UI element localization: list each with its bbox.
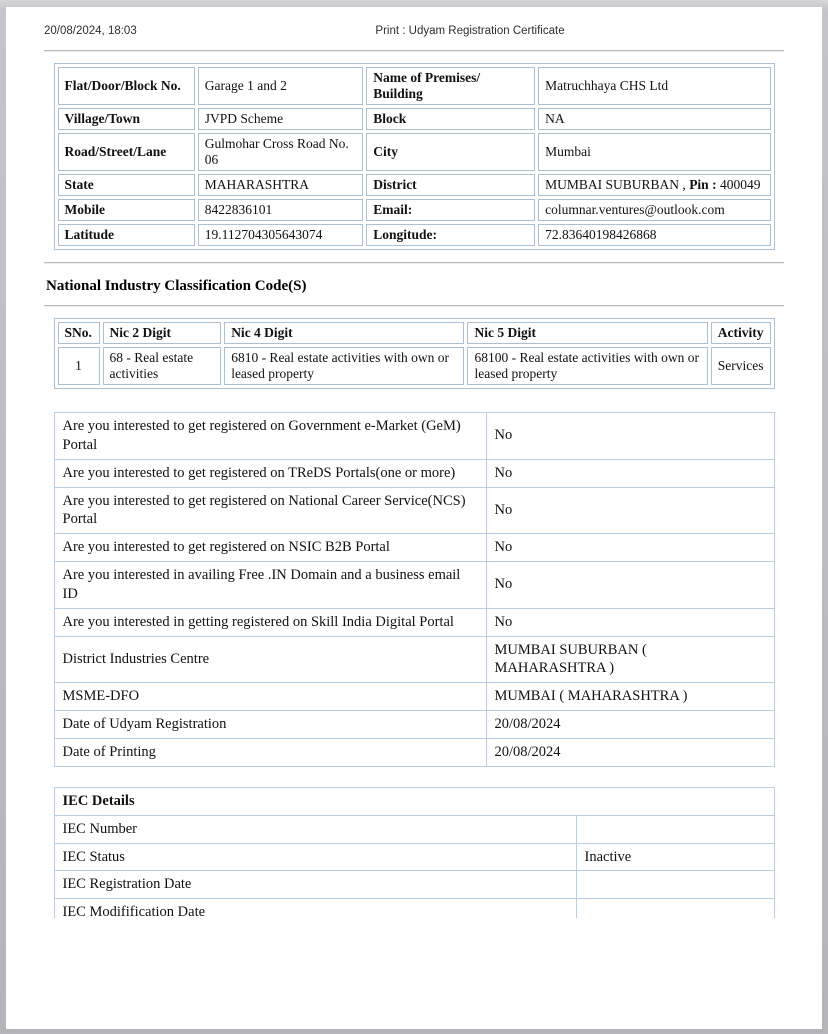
column-header: Nic 5 Digit — [467, 322, 707, 344]
table-row — [54, 683, 774, 711]
field-value: NA — [538, 108, 770, 130]
field-label: City — [366, 133, 535, 171]
pin-value: 400049 — [719, 177, 761, 192]
field-label: IEC Number — [54, 815, 576, 843]
table-row — [58, 224, 771, 246]
table-row — [54, 413, 774, 460]
question-label: Are you interested to get registered on TReDS Portals(one or more) — [54, 459, 486, 487]
nic-section-heading: National Industry Classification Code(S) — [46, 278, 307, 294]
field-label: Email: — [366, 199, 535, 221]
field-value: Inactive — [576, 843, 774, 871]
field-label: Mobile — [58, 199, 195, 221]
field-label: MSME-DFO — [54, 683, 486, 711]
table-row — [54, 562, 774, 609]
field-label: Date of Udyam Registration — [54, 711, 486, 739]
field-label: District Industries Centre — [54, 636, 486, 683]
field-value — [576, 815, 774, 843]
field-value: Garage 1 and 2 — [198, 67, 363, 105]
field-label: Block — [366, 108, 535, 130]
field-value: Mumbai — [538, 133, 770, 171]
table-row — [58, 133, 771, 171]
table-row — [54, 871, 774, 899]
cell-activity: Services — [711, 347, 771, 385]
question-answer: No — [486, 562, 774, 609]
table-row — [58, 347, 771, 385]
field-label: Longitude: — [366, 224, 535, 246]
nic-table — [54, 318, 775, 389]
table-row — [58, 108, 771, 130]
field-value: 8422836101 — [198, 199, 363, 221]
print-timestamp: 20/08/2024, 18:03 — [44, 25, 137, 37]
table-row — [54, 608, 774, 636]
section-divider — [44, 262, 784, 264]
field-label: IEC Registration Date — [54, 871, 576, 899]
pin-label: Pin : — [689, 177, 720, 192]
print-header — [44, 21, 784, 43]
table-row — [54, 534, 774, 562]
table-row — [54, 711, 774, 739]
field-label: Latitude — [58, 224, 195, 246]
column-header: Activity — [711, 322, 771, 344]
field-value: 72.83640198426868 — [538, 224, 770, 246]
question-label: Are you interested in availing Free .IN Domain and a business email ID — [54, 562, 486, 609]
field-value: 20/08/2024 — [486, 738, 774, 766]
question-label: Are you interested to get registered on National Career Service(NCS) Portal — [54, 487, 486, 534]
field-value — [576, 871, 774, 899]
question-answer: No — [486, 534, 774, 562]
table-row — [54, 738, 774, 766]
table-row — [58, 174, 771, 196]
field-label: Flat/Door/Block No. — [58, 67, 195, 105]
field-value — [486, 636, 774, 683]
field-label: Road/Street/Lane — [58, 133, 195, 171]
table-row — [54, 899, 774, 918]
column-header: Nic 4 Digit — [224, 322, 464, 344]
field-value: Gulmohar Cross Road No. 06 — [198, 133, 363, 171]
question-answer: No — [486, 487, 774, 534]
field-value — [576, 899, 774, 918]
header-divider — [44, 50, 784, 52]
field-value: MAHARASHTRA — [198, 174, 363, 196]
field-label: IEC Status — [54, 843, 576, 871]
table-header-row — [58, 322, 771, 344]
address-table — [54, 63, 775, 250]
registration-questions-table — [54, 412, 775, 767]
section-divider — [44, 305, 784, 307]
cell-nic5: 68100 - Real estate activities with own or leased property — [467, 347, 707, 385]
field-label: Date of Printing — [54, 738, 486, 766]
field-value: Matruchhaya CHS Ltd — [538, 67, 770, 105]
field-label: IEC Modifification Date — [54, 899, 576, 918]
table-header-row — [54, 787, 774, 815]
field-value: JVPD Scheme — [198, 108, 363, 130]
table-row — [54, 459, 774, 487]
iec-section-clipped — [44, 787, 784, 918]
cell-sno: 1 — [58, 347, 100, 385]
question-label: Are you interested in getting registered on Skill India Digital Portal — [54, 608, 486, 636]
field-label: Name of Premises/ Building — [366, 67, 535, 105]
table-row — [58, 67, 771, 105]
field-value: columnar.ventures@outlook.com — [538, 199, 770, 221]
column-header: SNo. — [58, 322, 100, 344]
field-value: 19.112704305643074 — [198, 224, 363, 246]
district-industries-centre-value: MUMBAI SUBURBAN ( MAHARASHTRA ) — [494, 641, 647, 677]
field-label: State — [58, 174, 195, 196]
cell-nic4: 6810 - Real estate activities with own or leased property — [224, 347, 464, 385]
field-label: Village/Town — [58, 108, 195, 130]
table-row — [54, 815, 774, 843]
question-answer: No — [486, 608, 774, 636]
district-value: MUMBAI SUBURBAN , — [545, 177, 690, 192]
field-value: 20/08/2024 — [486, 711, 774, 739]
page-title: Print : Udyam Registration Certificate — [375, 25, 565, 37]
field-label: District — [366, 174, 535, 196]
question-answer: No — [486, 413, 774, 460]
document-page — [6, 7, 822, 1029]
field-value: MUMBAI ( MAHARASHTRA ) — [486, 683, 774, 711]
question-label: Are you interested to get registered on NSIC B2B Portal — [54, 534, 486, 562]
table-row — [54, 636, 774, 683]
question-answer: No — [486, 459, 774, 487]
iec-section-heading: IEC Details — [54, 787, 774, 815]
table-row — [54, 843, 774, 871]
table-row — [54, 487, 774, 534]
field-value — [538, 174, 770, 196]
table-row — [58, 199, 771, 221]
question-label: Are you interested to get registered on Government e-Market (GeM) Portal — [54, 413, 486, 460]
cell-nic2: 68 - Real estate activities — [103, 347, 222, 385]
column-header: Nic 2 Digit — [103, 322, 222, 344]
iec-details-table — [54, 787, 775, 918]
